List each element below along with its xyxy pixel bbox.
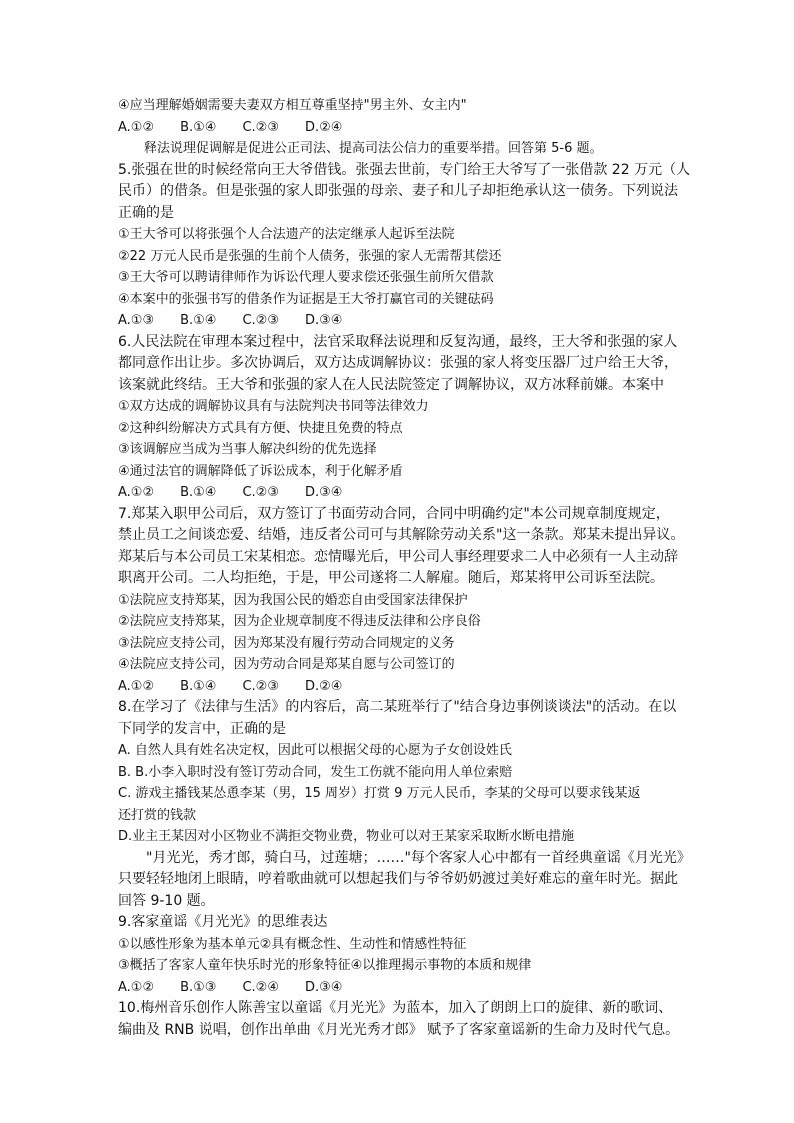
question-7-stem: 7.郑某入职甲公司后，双方签订了书面劳动合同，合同中明确约定"本公司规章制度规定， <box>118 505 670 522</box>
option-statement: 还打赏的钱款 <box>118 807 197 823</box>
option-statement: A. 自然人具有姓名决定权，因此可以根据父母的心愿为子女创设姓氏 <box>118 743 512 758</box>
option-statement: ②法院应支持郑某，因为企业规章制度不得违反法律和公序良俗 <box>118 614 481 629</box>
option-statement: ③王大爷可以聘请律师作为诉讼代理人要求偿还张强生前所欠借款 <box>118 270 494 285</box>
question-10-stem: 编曲及 RNB 说唱，创作出单曲《月光光秀才郎》 赋予了客家童谣新的生命力及时代气息。 <box>118 1021 680 1038</box>
answer-choices: A.①② B.①④ C.②③ D.②④ <box>118 678 343 694</box>
question-7-stem: 禁止员工之间谈恋爱、结婚，违反者公司可与其解除劳动关系"这一条款。郑某未提出异议。 <box>118 527 685 543</box>
option-statement: C. 游戏主播钱某怂恿李某（男，15 周岁）打赏 9 万元人民币，李某的父母可以要求钱某返 <box>118 786 641 801</box>
exam-page <box>118 95 691 1041</box>
material-intro: 释法说理促调解是促进公正司法、提高司法公信力的重要举措。回答第 5-6 题。 <box>118 141 603 156</box>
question-7-stem: 职离开公司。二人均拒绝，于是，甲公司遂将二人解雇。随后，郑某将甲公司诉至法院。 <box>118 570 664 586</box>
option-statement: ①王大爷可以将张强个人合法遗产的法定继承人起诉至法院 <box>118 227 455 242</box>
material-intro: 只要轻轻地闭上眼睛，哼着歌曲就可以想起我们与爷爷奶奶渡过美好难忘的童年时光。据此 <box>118 871 678 887</box>
question-9-stem: 9.客家童谣《月光光》的思维表达 <box>118 914 328 930</box>
option-statement: ③法院应支持公司，因为郑某没有履行劳动合同规定的义务 <box>118 635 455 651</box>
question-5-stem: 5.张强在世的时候经常向王大爷借钱。张强去世前，专门给王大爷写了一张借款 22 万元（人 <box>118 161 691 178</box>
question-5-stem: 正确的是 <box>118 204 174 221</box>
option-statement: ③概括了客家人童年快乐时光的形象特征④以推理揭示事物的本质和规律 <box>118 958 532 973</box>
option-statement: ④本案中的张强书写的借条作为证据是王大爷打赢官司的关键砝码 <box>118 291 494 307</box>
question-5-stem: 民币）的借条。但是张强的家人即张强的母亲、妻子和儿子却拒绝承认这一债务。下列说法 <box>118 183 678 199</box>
question-8-stem: 下同学的发言中，正确的是 <box>118 720 286 737</box>
answer-choices: A.①② B.①④ C.②③ D.②④ <box>118 119 343 135</box>
option-statement: ②22 万元人民币是张强的生前个人债务，张强的家人无需帮其偿还 <box>118 248 502 264</box>
option-statement: ①法院应支持郑某，因为我国公民的婚恋自由受国家法律保护 <box>118 592 468 608</box>
question-6-stem: 都同意作出让步。多次协调后，双方达成调解协议：张强的家人将变压器厂过户给王大爷， <box>118 355 678 371</box>
question-7-stem: 郑某后与本公司员工宋某相恋。恋情曝光后，甲公司人事经理要求二人中必须有一人主动辞 <box>118 548 678 565</box>
option-statement: ③该调解应当成为当事人解决纠纷的优先选择 <box>118 442 377 457</box>
answer-choices: A.①③ B.①④ C.②③ D.③④ <box>118 313 343 328</box>
option-statement: ①双方达成的调解协议具有与法院判决书同等法律效力 <box>118 399 429 414</box>
option-statement: D.业主王某因对小区物业不满拒交物业费，物业可以对王某家采取断水断电措施 <box>118 829 575 844</box>
option-statement: B. B.小李入职时没有签订劳动合同，发生工伤就不能向用人单位索赔 <box>118 764 513 780</box>
option-statement: ④通过法官的调解降低了诉讼成本，利于化解矛盾 <box>118 463 403 479</box>
material-intro: "月光光，秀才郎，骑白马，过莲塘；……"每个客家人心中都有一首经典童谣《月光光》 <box>118 849 691 866</box>
answer-choices: A.①② B.①③ C.②④ D.③④ <box>118 979 343 995</box>
question-6-stem: 6.人民法院在审理本案过程中，法官采取释法说理和反复沟通，最终，王大爷和张强的家人 <box>118 333 678 350</box>
option-statement: ①以感性形象为基本单元②具有概念性、生动性和情感性特征 <box>118 936 467 952</box>
option-statement: ④应当理解婚姻需要夫妻双方相互尊重坚持"男主外、女主内" <box>118 98 467 113</box>
question-6-stem: 该案就此终结。王大爷和张强的家人在人民法院签定了调解协议，双方冰释前嫌。本案中 <box>118 376 664 393</box>
option-statement: ②这种纠纷解决方式具有方便、快捷且免费的特点 <box>118 420 403 436</box>
material-intro: 回答 9-10 题。 <box>118 892 215 909</box>
answer-choices: A.①② B.①④ C.②③ D.③④ <box>118 485 343 500</box>
question-8-stem: 8.在学习了《法律与生活》的内容后，高二某班举行了"结合身边事例谈谈法"的活动。在以 <box>118 699 677 715</box>
question-10-stem: 10.梅州音乐创作人陈善宝以童谣《月光光》为蓝本，加入了朗朗上口的旋律、新的歌词、 <box>118 1000 673 1016</box>
option-statement: ④法院应支持公司，因为劳动合同是郑某自愿与公司签订的 <box>118 657 455 672</box>
